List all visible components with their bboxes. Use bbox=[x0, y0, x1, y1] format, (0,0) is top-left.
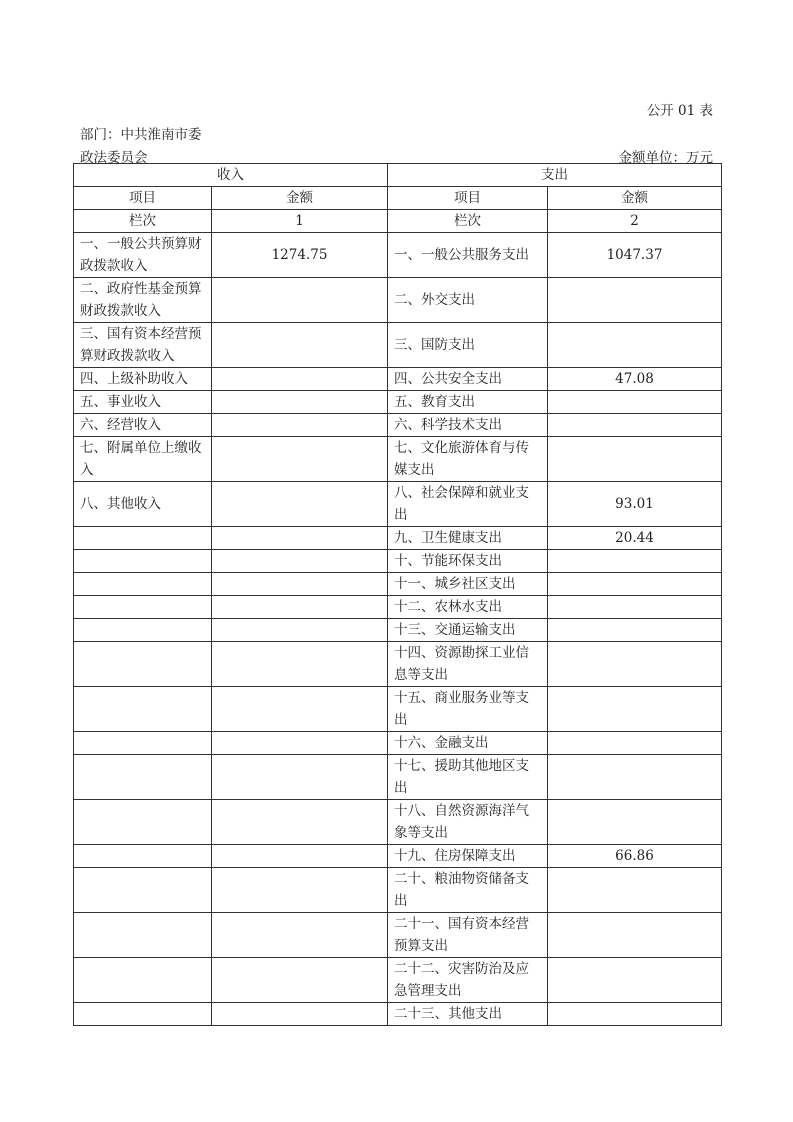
expense-amount-cell bbox=[548, 596, 722, 619]
expense-amount-cell bbox=[548, 573, 722, 596]
table-row bbox=[74, 845, 722, 868]
expense-item-cell: 七、文化旅游体育与传媒支出 bbox=[388, 437, 548, 482]
table-row bbox=[74, 913, 722, 958]
income-amount-cell bbox=[212, 323, 388, 368]
income-amount-cell bbox=[212, 619, 388, 642]
expense-item-cell: 十五、商业服务业等支出 bbox=[388, 687, 548, 732]
table-row bbox=[74, 233, 722, 278]
table-row bbox=[74, 1003, 722, 1026]
expense-item-cell: 五、教育支出 bbox=[388, 391, 548, 414]
table-row bbox=[74, 482, 722, 527]
expense-amount-cell bbox=[548, 868, 722, 913]
expense-item-cell: 三、国防支出 bbox=[388, 323, 548, 368]
expense-amount-cell bbox=[548, 437, 722, 482]
income-item-cell bbox=[74, 550, 212, 573]
income-item-cell: 五、事业收入 bbox=[74, 391, 212, 414]
income-item-cell bbox=[74, 527, 212, 550]
expense-amount-cell: 66.86 bbox=[548, 845, 722, 868]
expense-amount-cell: 93.01 bbox=[548, 482, 722, 527]
expense-amount-cell: 20.44 bbox=[548, 527, 722, 550]
column-number-row bbox=[74, 210, 722, 233]
income-amount-cell bbox=[212, 800, 388, 845]
income-item-cell: 四、上级补助收入 bbox=[74, 368, 212, 391]
income-amount-cell: 1274.75 bbox=[212, 233, 388, 278]
budget-table-body bbox=[74, 164, 722, 1026]
income-item-cell: 一、一般公共预算财政拨款收入 bbox=[74, 233, 212, 278]
income-item-cell: 三、国有资本经营预算财政拨款收入 bbox=[74, 323, 212, 368]
income-amount-cell bbox=[212, 368, 388, 391]
expense-amount-cell bbox=[548, 755, 722, 800]
income-item-cell bbox=[74, 755, 212, 800]
income-item-cell: 七、附属单位上缴收入 bbox=[74, 437, 212, 482]
income-amount-cell bbox=[212, 913, 388, 958]
expense-item-cell: 二十二、灾害防治及应急管理支出 bbox=[388, 958, 548, 1003]
income-amount-cell bbox=[212, 845, 388, 868]
expense-amount-cell bbox=[548, 687, 722, 732]
expense-item-cell: 十七、援助其他地区支出 bbox=[388, 755, 548, 800]
expense-item-header: 项目 bbox=[388, 187, 548, 210]
income-item-cell bbox=[74, 687, 212, 732]
expense-item-cell: 十八、自然资源海洋气象等支出 bbox=[388, 800, 548, 845]
table-row bbox=[74, 437, 722, 482]
expenditure-section-header: 支出 bbox=[388, 164, 722, 187]
expense-item-cell: 二十三、其他支出 bbox=[388, 1003, 548, 1026]
income-amount-cell bbox=[212, 642, 388, 687]
expense-amount-cell bbox=[548, 414, 722, 437]
department-label: 部门：中共淮南市委 bbox=[80, 127, 202, 143]
expense-item-cell: 二、外交支出 bbox=[388, 278, 548, 323]
table-row bbox=[74, 958, 722, 1003]
expense-amount-cell bbox=[548, 619, 722, 642]
table-row bbox=[74, 391, 722, 414]
form-code: 公开 01 表 bbox=[646, 103, 713, 119]
column-header-row bbox=[74, 187, 722, 210]
table-row bbox=[74, 368, 722, 391]
expense-col-number: 2 bbox=[548, 210, 722, 233]
expense-item-cell: 四、公共安全支出 bbox=[388, 368, 548, 391]
expense-amount-cell bbox=[548, 958, 722, 1003]
table-row bbox=[74, 278, 722, 323]
table-row bbox=[74, 323, 722, 368]
expense-item-cell: 九、卫生健康支出 bbox=[388, 527, 548, 550]
expense-item-cell: 十三、交通运输支出 bbox=[388, 619, 548, 642]
income-amount-cell bbox=[212, 391, 388, 414]
income-amount-cell bbox=[212, 573, 388, 596]
expense-item-cell: 十一、城乡社区支出 bbox=[388, 573, 548, 596]
table-row bbox=[74, 550, 722, 573]
table-row bbox=[74, 687, 722, 732]
income-item-cell bbox=[74, 868, 212, 913]
table-row bbox=[74, 619, 722, 642]
income-amount-cell bbox=[212, 687, 388, 732]
expense-amount-cell: 1047.37 bbox=[548, 233, 722, 278]
department-label-cont: 政法委员会 bbox=[80, 150, 148, 166]
expense-amount-cell bbox=[548, 642, 722, 687]
income-item-cell bbox=[74, 800, 212, 845]
expense-amount-cell bbox=[548, 800, 722, 845]
income-item-header: 项目 bbox=[74, 187, 212, 210]
expense-item-cell: 六、科学技术支出 bbox=[388, 414, 548, 437]
expense-item-cell: 十二、农林水支出 bbox=[388, 596, 548, 619]
expense-amount-cell bbox=[548, 913, 722, 958]
income-amount-cell bbox=[212, 732, 388, 755]
table-row bbox=[74, 642, 722, 687]
income-item-cell bbox=[74, 958, 212, 1003]
expense-item-cell: 十四、资源勘探工业信息等支出 bbox=[388, 642, 548, 687]
table-row bbox=[74, 527, 722, 550]
income-item-cell bbox=[74, 1003, 212, 1026]
expense-item-cell: 十九、住房保障支出 bbox=[388, 845, 548, 868]
income-item-cell: 六、经营收入 bbox=[74, 414, 212, 437]
expense-item-cell: 十六、金融支出 bbox=[388, 732, 548, 755]
expense-amount-cell bbox=[548, 732, 722, 755]
expense-amount-cell bbox=[548, 323, 722, 368]
section-header-row bbox=[74, 164, 722, 187]
expense-amount-cell bbox=[548, 1003, 722, 1026]
income-amount-cell bbox=[212, 414, 388, 437]
income-amount-cell bbox=[212, 755, 388, 800]
income-amount-cell bbox=[212, 278, 388, 323]
expense-amount-cell: 47.08 bbox=[548, 368, 722, 391]
income-item-cell bbox=[74, 845, 212, 868]
expense-amount-header: 金额 bbox=[548, 187, 722, 210]
income-col-label: 栏次 bbox=[74, 210, 212, 233]
table-row bbox=[74, 755, 722, 800]
income-item-cell bbox=[74, 596, 212, 619]
income-amount-cell bbox=[212, 437, 388, 482]
income-amount-header: 金额 bbox=[212, 187, 388, 210]
expense-col-label: 栏次 bbox=[388, 210, 548, 233]
income-amount-cell bbox=[212, 868, 388, 913]
table-row bbox=[74, 596, 722, 619]
income-section-header: 收入 bbox=[74, 164, 388, 187]
income-item-cell bbox=[74, 619, 212, 642]
income-item-cell bbox=[74, 573, 212, 596]
expense-amount-cell bbox=[548, 391, 722, 414]
budget-table bbox=[73, 163, 722, 1026]
amount-unit-label: 金额单位：万元 bbox=[618, 150, 713, 166]
expense-item-cell: 十、节能环保支出 bbox=[388, 550, 548, 573]
income-amount-cell bbox=[212, 958, 388, 1003]
table-row bbox=[74, 573, 722, 596]
income-item-cell: 二、政府性基金预算财政拨款收入 bbox=[74, 278, 212, 323]
expense-item-cell: 二十一、国有资本经营预算支出 bbox=[388, 913, 548, 958]
income-item-cell bbox=[74, 732, 212, 755]
income-item-cell bbox=[74, 642, 212, 687]
table-row bbox=[74, 868, 722, 913]
income-amount-cell bbox=[212, 596, 388, 619]
income-amount-cell bbox=[212, 550, 388, 573]
table-row bbox=[74, 800, 722, 845]
table-row bbox=[74, 414, 722, 437]
expense-item-cell: 二十、粮油物资储备支出 bbox=[388, 868, 548, 913]
expense-amount-cell bbox=[548, 278, 722, 323]
income-amount-cell bbox=[212, 482, 388, 527]
income-col-number: 1 bbox=[212, 210, 388, 233]
income-amount-cell bbox=[212, 1003, 388, 1026]
expense-item-cell: 八、社会保障和就业支出 bbox=[388, 482, 548, 527]
expense-item-cell: 一、一般公共服务支出 bbox=[388, 233, 548, 278]
income-amount-cell bbox=[212, 527, 388, 550]
expense-amount-cell bbox=[548, 550, 722, 573]
income-item-cell: 八、其他收入 bbox=[74, 482, 212, 527]
income-item-cell bbox=[74, 913, 212, 958]
table-row bbox=[74, 732, 722, 755]
